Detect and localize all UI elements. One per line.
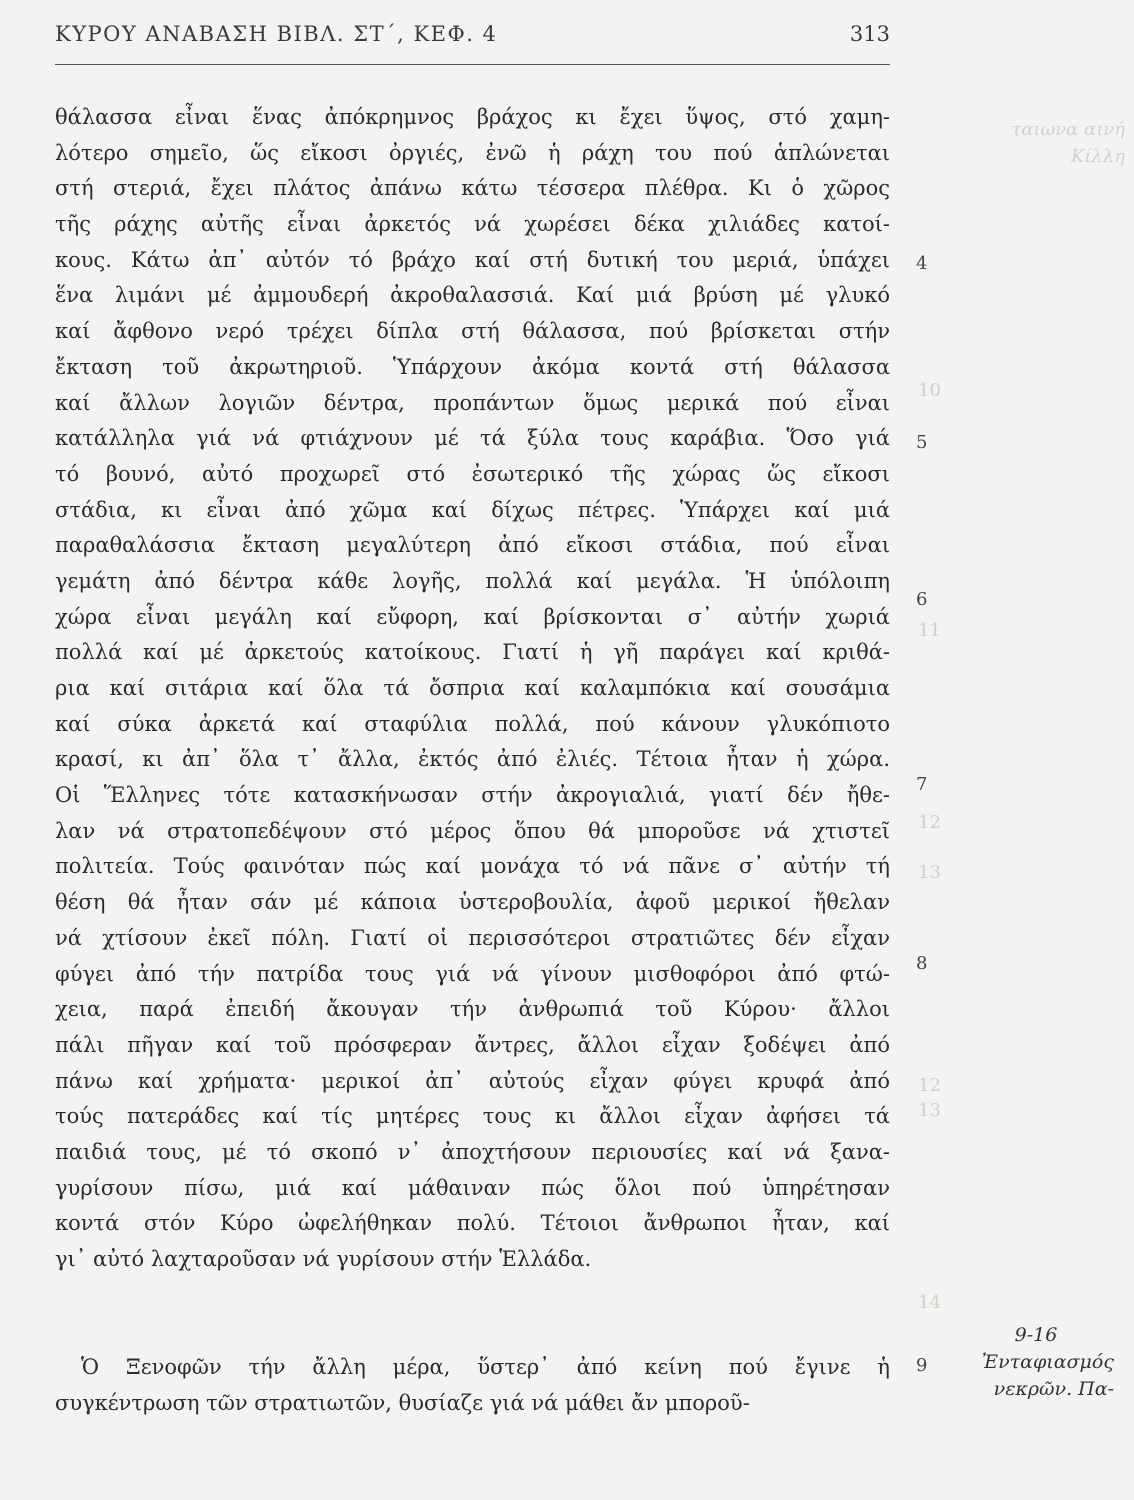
section-number: 6	[916, 589, 928, 610]
section-number: 4	[916, 253, 928, 274]
text-line: πολλά καί μέ ἀρκετούς κατοίκους. Γιατί ἡ γῆ παράγει καί κριθά-	[55, 640, 890, 665]
text-line: κους. Κάτω ἀπ᾿ αὐτόν τό βράχο καί στή δυτική του μεριά, ὑπάχει	[55, 247, 890, 272]
bleed-through-mark: 12	[918, 1075, 941, 1096]
text-line: πάλι πῆγαν καί τοῦ πρόσφεραν ἄντρες, ἄλλοι εἶχαν ξοδέψει ἀπό	[55, 1032, 890, 1057]
text-line: θάλασσα εἶναι ἕνας ἀπόκρημνος βράχος κι ἔχει ὕψος, στό χαμη-	[55, 105, 890, 129]
text-line: Ὁ Ξενοφῶν τήν ἄλλη μέρα, ὕστερ᾿ ἀπό κείνη πού ἔγινε ἡ	[81, 1355, 890, 1379]
page-number: 313	[849, 22, 890, 46]
bleed-through-mark: 13	[918, 862, 941, 883]
text-line: φύγει ἀπό τήν πατρίδα τους γιά νά γίνουν μισθοφόροι ἀπό φτώ-	[55, 961, 890, 986]
text-line: ρια καί σιτάρια καί ὅλα τά ὄσπρια καί καλαμπόκια καί σουσάμια	[55, 676, 890, 700]
running-title: ΚΥΡΟΥ ΑΝΑΒΑΣΗ ΒΙΒΛ. ΣΤ΄, ΚΕΦ. 4	[55, 22, 498, 46]
text-line: ἔκταση τοῦ ἀκρωτηριοῦ. Ὑπάρχουν ἀκόμα κοντά στή θάλασσα	[55, 354, 890, 379]
text-line: παιδιά τους, μέ τό σκοπό ν᾿ ἀποχτήσουν περιουσίες καί νά ξανα-	[55, 1139, 890, 1164]
text-line: Οἱ Ἕλληνες τότε κατασκήνωσαν στήν ἀκρογιαλιά, γιατί δέν ἤθε-	[55, 783, 890, 808]
section-number: 9	[916, 1355, 928, 1376]
text-line: θέση θά ἦταν σάν μέ κάποια ὑστεροβουλία, ἀφοῦ μερικοί ἤθελαν	[55, 890, 890, 915]
text-line: λαν νά στρατοπεδέψουν στό μέρος ὅπου θά μποροῦσε νά χτιστεῖ	[55, 818, 890, 843]
bleed-through-mark: 12	[918, 812, 941, 833]
bleed-through-mark: Κίλλη	[1070, 146, 1125, 167]
text-line: νά χτίσουν ἐκεῖ πόλη. Γιατί οἱ περισσότεροι στρατιῶτες δέν εἶχαν	[55, 925, 890, 950]
text-line: τῆς ράχης αὐτῆς εἶναι ἀρκετός νά χωρέσει δέκα χιλιάδες κατοί-	[55, 212, 890, 237]
section-number: 8	[916, 953, 928, 974]
text-line: καί ἄφθονο νερό τρέχει δίπλα στή θάλασσα, πού βρίσκεται στήν	[55, 319, 890, 344]
section-number: 5	[916, 432, 928, 453]
new-paragraph	[55, 1350, 890, 1421]
text-line: λότερο σημεῖο, ὥς εἴκοσι ὀργιές, ἐνῶ ἡ ράχη του πού ἁπλώνεται	[55, 140, 890, 165]
note-title-line: νεκρῶν. Πα-	[993, 1378, 1114, 1400]
text-line: κοντά στόν Κύρο ὠφελήθηκαν πολύ. Τέτοιοι ἄνθρωποι ἦταν, καί	[55, 1211, 890, 1236]
text-line: τό βουνό, αὐτό προχωρεῖ στό ἐσωτερικό τῆς χώρας ὥς εἴκοσι	[55, 461, 890, 486]
bleed-through-mark: ταιωνα αινή	[1011, 119, 1125, 140]
running-header	[55, 22, 890, 65]
text-line: στάδια, κι εἶναι ἀπό χῶμα καί δίχως πέτρες. Ὑπάρχει καί μιά	[55, 497, 890, 522]
text-line: τούς πατεράδες καί τίς μητέρες τους κι ἄλλοι εἶχαν ἀφήσει τά	[55, 1104, 890, 1129]
text-line: γεμάτη ἀπό δέντρα κάθε λογῆς, πολλά καί μεγάλα. Ἡ ὑπόλοιπη	[55, 568, 890, 593]
text-line: ἕνα λιμάνι μέ ἀμμουδερή ἀκροθαλασσιά. Καί μιά βρύση μέ γλυκό	[55, 283, 890, 308]
text-line: στή στεριά, ἔχει πλάτος ἀπάνω κάτω τέσσερα πλέθρα. Κι ὁ χῶρος	[55, 176, 890, 201]
text-line: συγκέντρωση τῶν στρατιωτῶν, θυσίαζε γιά νά μάθει ἄν μποροῦ-	[55, 1390, 750, 1415]
text-line: καί ἄλλων λογιῶν δέντρα, προπάντων ὅμως μερικά πού εἶναι	[55, 390, 890, 415]
text-line: χεια, παρά ἐπειδή ἄκουγαν τήν ἀνθρωπιά τοῦ Κύρου· ἄλλοι	[55, 997, 890, 1022]
text-line: κατάλληλα γιά νά φτιάχνουν μέ τά ξύλα τους καράβια. Ὅσο γιά	[55, 426, 890, 451]
text-line: χώρα εἶναι μεγάλη καί εὔφορη, καί βρίσκονται σ᾿ αὐτήν χωριά	[55, 604, 890, 629]
text-line: κρασί, κι ἀπ᾿ ὅλα τ᾿ ἄλλα, ἐκτός ἀπό ἐλιές. Τέτοια ἦταν ἡ χώρα.	[55, 747, 890, 772]
text-line: γυρίσουν πίσω, μιά καί μάθαιναν πώς ὅλοι πού ὑπηρέτησαν	[55, 1175, 890, 1200]
note-section-range: 9-16	[1014, 1324, 1058, 1346]
main-paragraph	[55, 100, 890, 1278]
text-line: πάνω καί χρήματα· μερικοί ἀπ᾿ αὐτούς εἶχαν φύγει κρυφά ἀπό	[55, 1068, 890, 1093]
bleed-through-mark: 10	[918, 380, 941, 401]
text-line: παραθαλάσσια ἔκταση μεγαλύτερη ἀπό εἴκοσι στάδια, πού εἶναι	[55, 533, 890, 558]
text-line: πολιτεία. Τούς φαινόταν πώς καί μονάχα τό νά πᾶνε σ᾿ αὐτήν τή	[55, 854, 890, 879]
bleed-through-mark: 13	[918, 1100, 941, 1121]
margin-summary-note	[932, 1322, 1120, 1403]
text-line: γι᾿ αὐτό λαχταροῦσαν νά γυρίσουν στήν Ἑλλάδα.	[55, 1247, 592, 1271]
section-number: 7	[916, 774, 928, 795]
bleed-through-mark: 14	[918, 1292, 941, 1313]
bleed-through-mark: 11	[918, 620, 941, 641]
note-title-line: Ἐνταφιασμός	[981, 1351, 1114, 1373]
text-line: καί σύκα ἀρκετά καί σταφύλια πολλά, πού κάνουν γλυκόπιοτο	[55, 711, 890, 736]
